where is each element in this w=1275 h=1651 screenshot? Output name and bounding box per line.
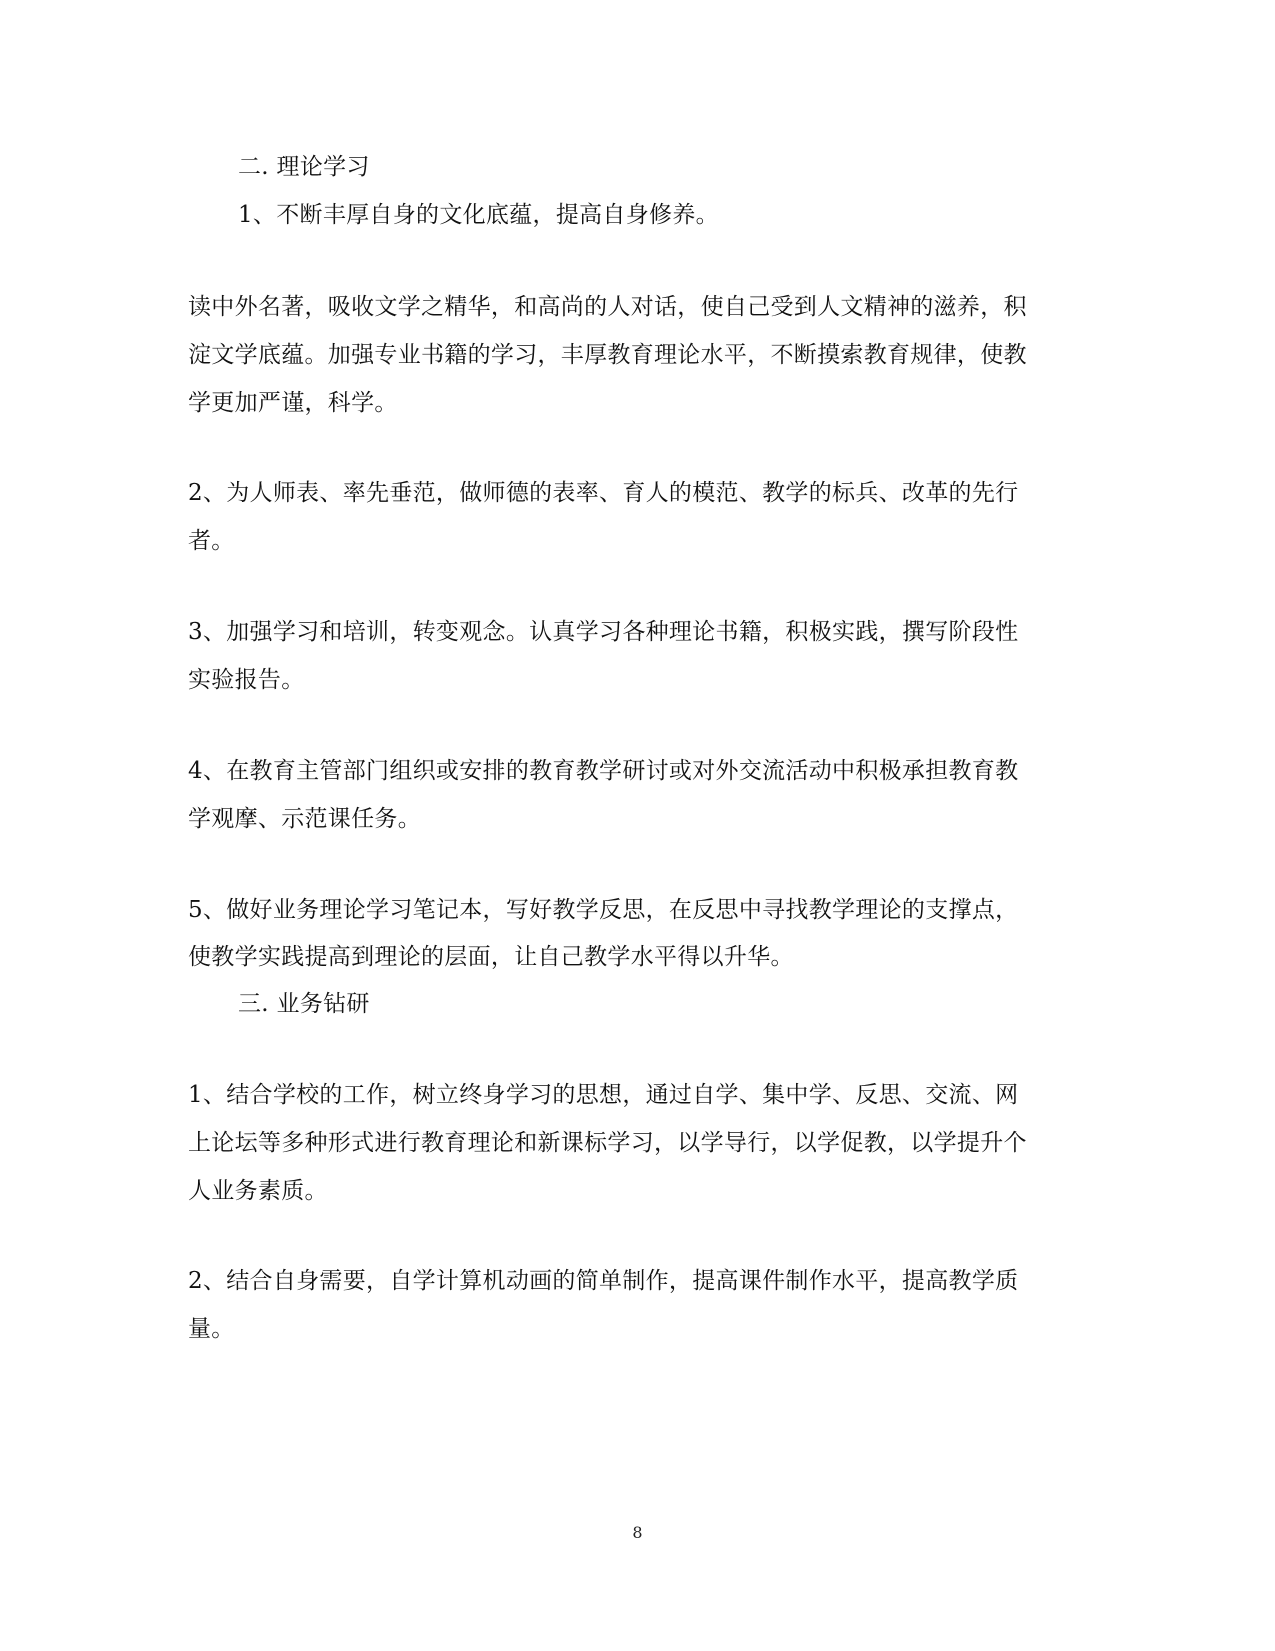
paragraph-line: 上论坛等多种形式进行教育理论和新课标学习，以学导行，以学促教，以学提升个 xyxy=(188,1130,1027,1156)
paragraph-line: 人业务素质。 xyxy=(188,1178,328,1204)
section-heading-theory: 二. 理论学习 xyxy=(238,154,370,180)
paragraph-line: 1、结合学校的工作，树立终身学习的思想，通过自学、集中学、反思、交流、网 xyxy=(188,1082,1019,1108)
paragraph-line: 学观摩、示范课任务。 xyxy=(188,806,421,832)
paragraph-line: 2、为人师表、率先垂范，做师德的表率、育人的模范、教学的标兵、改革的先行 xyxy=(188,480,1019,506)
paragraph-line: 4、在教育主管部门组织或安排的教育教学研讨或对外交流活动中积极承担教育教 xyxy=(188,758,1019,784)
paragraph-line: 2、结合自身需要，自学计算机动画的简单制作，提高课件制作水平，提高教学质 xyxy=(188,1268,1019,1294)
paragraph-line: 者。 xyxy=(188,528,235,554)
theory-item-1-title: 1、不断丰厚自身的文化底蕴，提高自身修养。 xyxy=(238,202,719,228)
section-heading-business: 三. 业务钻研 xyxy=(238,991,370,1017)
paragraph-line: 学更加严谨，科学。 xyxy=(188,390,398,416)
paragraph-line: 读中外名著，吸收文学之精华，和高尚的人对话，使自己受到人文精神的滋养，积 xyxy=(188,294,1027,320)
paragraph-line: 3、加强学习和培训，转变观念。认真学习各种理论书籍，积极实践，撰写阶段性 xyxy=(188,619,1019,645)
paragraph-line: 实验报告。 xyxy=(188,667,305,693)
paragraph-line: 使教学实践提高到理论的层面，让自己教学水平得以升华。 xyxy=(188,944,794,970)
paragraph-line: 淀文学底蕴。加强专业书籍的学习，丰厚教育理论水平，不断摸索教育规律，使教 xyxy=(188,342,1027,368)
page-number: 8 xyxy=(632,1523,643,1542)
paragraph-line: 量。 xyxy=(188,1316,235,1342)
paragraph-line: 5、做好业务理论学习笔记本，写好教学反思，在反思中寻找教学理论的支撑点， xyxy=(188,897,1019,923)
